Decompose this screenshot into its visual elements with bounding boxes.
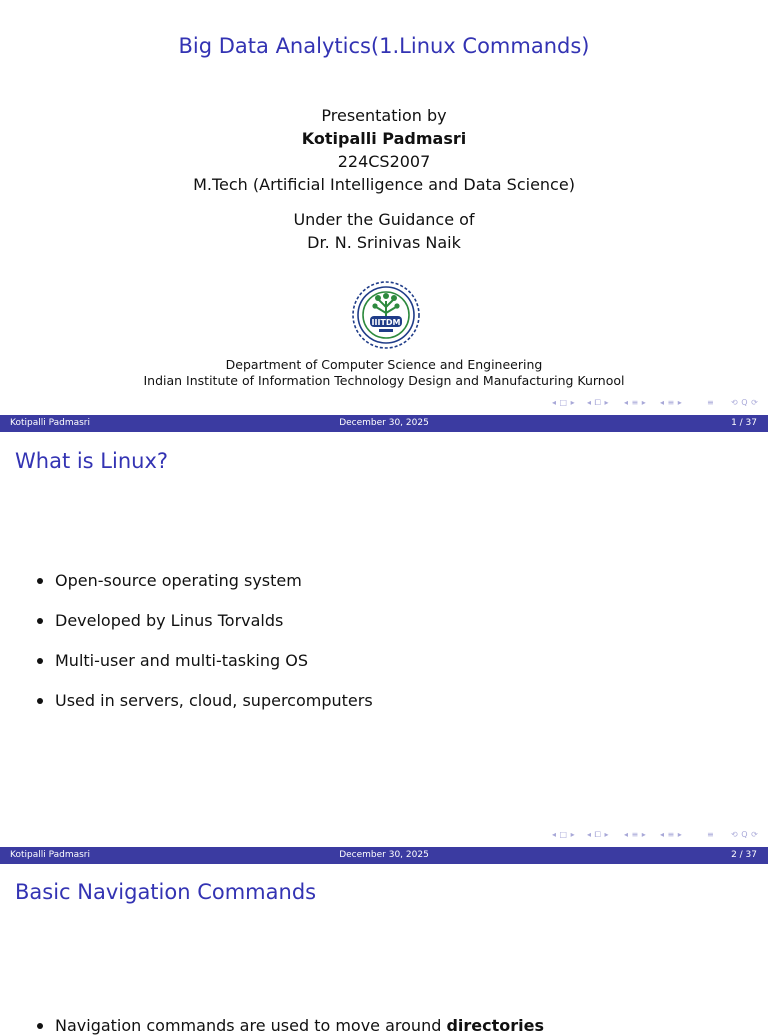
footer-date: December 30, 2025 xyxy=(339,850,429,860)
nav-search-icon[interactable]: ⟲ Q ⟳ xyxy=(731,830,759,839)
program-name: M.Tech (Artificial Intelligence and Data Science) xyxy=(193,175,575,194)
nav-frame-icon[interactable]: ◂ □ ▸ xyxy=(552,830,576,839)
slide-title: Basic Navigation Commands xyxy=(15,880,317,904)
bullet-icon xyxy=(37,578,43,584)
slide-footer-2 xyxy=(0,847,768,864)
guidance-label: Under the Guidance of xyxy=(293,210,475,229)
slide-title: What is Linux? xyxy=(15,449,169,473)
bullet-icon xyxy=(37,618,43,624)
nav-search-icon[interactable]: ⟲ Q ⟳ xyxy=(731,398,759,407)
footer-author: Kotipalli Padmasri xyxy=(10,850,91,860)
footer-author: Kotipalli Padmasri xyxy=(10,418,91,428)
bullet-icon xyxy=(37,698,43,704)
footer-page-number: 2 / 37 xyxy=(731,850,757,860)
beamer-navigation-2[interactable] xyxy=(552,830,762,840)
footer-date: December 30, 2025 xyxy=(339,418,429,428)
guide-name: Dr. N. Srinivas Naik xyxy=(307,233,461,252)
institute-logo-icon xyxy=(348,277,424,353)
nav-subsubsection-icon[interactable]: ◂ ≡ ▸ xyxy=(660,398,683,407)
author-name: Kotipalli Padmasri xyxy=(301,129,467,148)
institute-name: Indian Institute of Information Technology Design and Manufacturing Kurnool xyxy=(143,373,625,388)
svg-text:IIITDM: IIITDM xyxy=(371,318,401,327)
footer-page-number: 1 / 37 xyxy=(731,418,757,428)
roll-number: 224CS2007 xyxy=(337,152,431,171)
nav-section-icon[interactable]: ◂ ≡ ▸ xyxy=(624,830,647,839)
beamer-navigation-1[interactable] xyxy=(552,398,762,408)
presentation-by-label: Presentation by xyxy=(321,106,447,125)
nav-align-icon[interactable]: ≡ xyxy=(707,398,715,407)
nav-section-icon[interactable]: ◂ ≡ ▸ xyxy=(624,398,647,407)
nav-subsection-icon[interactable]: ◂ ⧠ ▸ xyxy=(587,830,610,839)
department-name: Department of Computer Science and Engineering xyxy=(225,357,543,372)
slide-footer-1 xyxy=(0,415,768,432)
nav-align-icon[interactable]: ≡ xyxy=(707,830,715,839)
nav-subsection-icon[interactable]: ◂ ⧠ ▸ xyxy=(587,398,610,407)
institute-logo xyxy=(348,277,424,353)
nav-frame-icon[interactable]: ◂ □ ▸ xyxy=(552,398,576,407)
bullet-icon xyxy=(37,658,43,664)
nav-subsubsection-icon[interactable]: ◂ ≡ ▸ xyxy=(660,830,683,839)
presentation-title: Big Data Analytics(1.Linux Commands) xyxy=(178,34,590,58)
